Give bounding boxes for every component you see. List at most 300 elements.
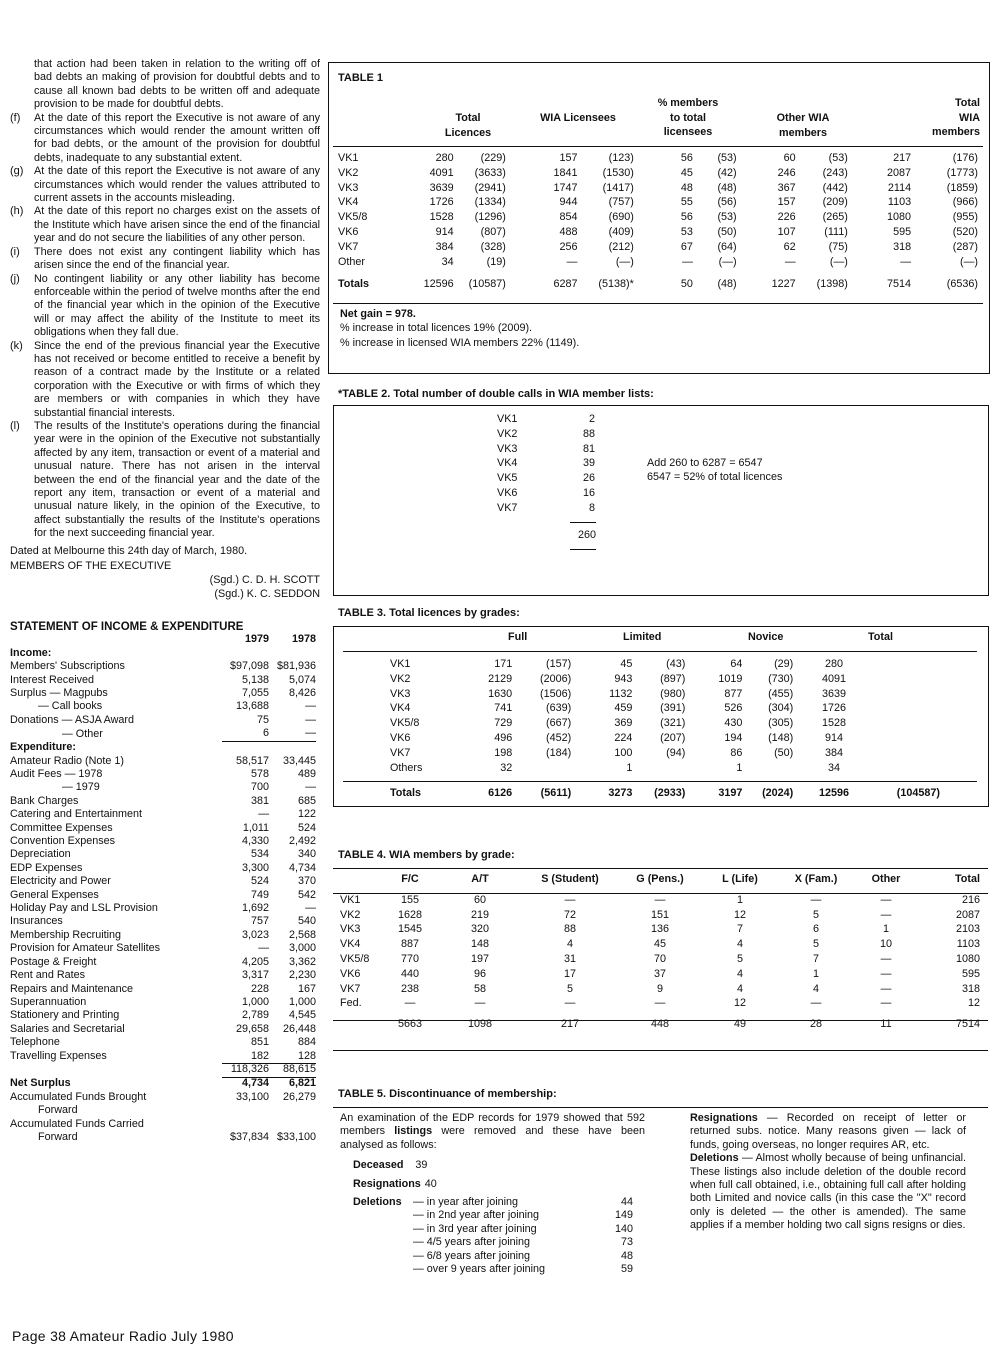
t1-h-licences: Licences <box>444 126 492 139</box>
item-label: (l) <box>10 419 20 432</box>
statement-label: Amateur Radio (Note 1) <box>10 754 125 767</box>
statement-label: Convention Expenses <box>10 835 116 848</box>
t1-cell: 107 <box>777 225 796 238</box>
t2-call: VK5 <box>497 472 518 485</box>
t3-cell: 6126 <box>488 787 513 799</box>
statement-label: Committee Expenses <box>10 821 113 834</box>
t4-row <box>340 922 980 937</box>
t1-cell: 2087 <box>887 166 912 179</box>
t1-total-cell: (1398) <box>816 278 848 291</box>
report-items <box>10 112 320 541</box>
statement-row <box>10 1009 316 1022</box>
t1-total-cell: 6287 <box>553 278 578 291</box>
t3-cell: (207) <box>660 731 686 744</box>
statement-row <box>10 1050 316 1064</box>
statement-1979 <box>222 1104 269 1117</box>
statement-1978: 5,074 <box>288 673 316 686</box>
t1-cell: 1841 <box>553 166 578 179</box>
statement-table <box>10 633 316 1144</box>
t4-header-cell: L (Life) <box>722 873 758 885</box>
t3-cell: (1506) <box>540 687 572 700</box>
table2-sum-rule2 <box>570 549 596 550</box>
statement-label: Repairs and Maintenance <box>10 982 134 995</box>
t4-cell: 151 <box>650 908 669 921</box>
statement-row <box>10 781 316 794</box>
intro-paragraph: that action had been taken in relation to the writing off of bad debts an making of provision for doubtful debts and to cause all known bad debts to be written off and adequate provision to be made for doubtful debts. <box>34 58 320 111</box>
net-surplus-row <box>10 1077 316 1090</box>
t1-cell: VK4 <box>338 196 359 209</box>
t1-cell: VK5/8 <box>338 211 368 224</box>
t5-res-label: Resignations <box>353 1178 421 1190</box>
t4-cell: 197 <box>470 952 489 965</box>
t4-total-cell: 49 <box>733 1018 746 1031</box>
t1-cell: 256 <box>559 240 578 253</box>
t4-cell: 148 <box>470 938 489 951</box>
t3-cell: (2933) <box>654 787 686 799</box>
t2-row <box>497 486 595 501</box>
report-item <box>10 273 320 340</box>
t1-cell: (53) <box>828 152 848 164</box>
t3-cell: 3273 <box>608 787 633 799</box>
t3-cell: VK6 <box>390 731 411 744</box>
t4-cell: 320 <box>470 923 489 936</box>
statement-label: EDP Expenses <box>10 861 83 874</box>
t1-cell: VK6 <box>338 225 359 238</box>
t4-cell: — <box>880 893 892 906</box>
t1-cell: (409) <box>608 225 634 238</box>
t1-h-twm2: WIA <box>959 111 980 124</box>
statement-row <box>10 875 316 888</box>
t4-header-cell: X (Fam.) <box>794 873 838 885</box>
statement-1978: 3,000 <box>288 942 316 955</box>
statement-row <box>10 835 316 848</box>
statement-1979: 534 <box>251 848 270 861</box>
t4-header-cell: Total <box>955 873 980 885</box>
statement-1979: 851 <box>251 1036 270 1049</box>
t1-cell: (1859) <box>946 181 978 194</box>
t1-cell: 1726 <box>429 196 454 209</box>
t3-h-limited: Limited <box>623 631 662 643</box>
t1-cell: (520) <box>952 225 978 238</box>
t1-cell: VK2 <box>338 166 359 179</box>
t4-cell: — <box>880 997 892 1010</box>
t4-cell: 595 <box>961 967 980 980</box>
t3-cell: 1132 <box>609 687 633 700</box>
t5-deletion-val: 48 <box>620 1249 633 1262</box>
statement-1979: 2,789 <box>242 1009 270 1022</box>
t1-cell: 944 <box>559 196 578 209</box>
t4-cell: 770 <box>400 952 419 965</box>
t3-row <box>390 731 940 746</box>
item-text: The results of the Institute's operations during the financial year were in the opinion of the Executive not substantially affected by any item, transaction or event of a material and unusual nature. There has not arisen in the interval between the end of the financial year and the date of the report any item, transaction or event of a material and unusual nature likely, in the opinion of the Executive, to affect substantially the results of the Institute's operations for the next succeeding financial year. <box>34 419 320 540</box>
t2-call: VK7 <box>497 501 518 514</box>
pct-increase-licences: % increase in total licences 19% (2009). <box>340 322 533 334</box>
item-text: No contingent liability or any other liability has become enforceable within the period of twelve months after the end of the financial year which in the opinion of the Executive will or may affect the ability of the Institute to meet its obligations when they fall due. <box>34 272 320 339</box>
t4-cell: 1080 <box>955 952 980 965</box>
t1-cell: (19) <box>486 255 506 268</box>
t3-cell: Others <box>390 761 423 774</box>
t5-deceased <box>353 1159 427 1171</box>
t2-call: VK3 <box>497 442 518 455</box>
statement-1979: 75 <box>257 713 270 726</box>
t1-total-cell: Totals <box>338 278 369 291</box>
t1-row <box>338 225 978 240</box>
t4-header-cell: Other <box>871 873 901 885</box>
table5-intro <box>340 1112 645 1152</box>
t3-cell: VK7 <box>390 746 411 759</box>
t1-h-total: Total <box>455 112 481 124</box>
t1-cell: (229) <box>480 152 506 164</box>
t1-h-twm3: members <box>931 126 980 138</box>
statement-1979: 6 <box>222 727 269 741</box>
statement-1978: 3,362 <box>288 955 316 968</box>
t1-cell: 217 <box>893 152 912 164</box>
t3-h-full: Full <box>508 631 528 643</box>
t4-cell: 1 <box>882 923 889 936</box>
t4-cell: 219 <box>470 908 489 921</box>
report-item <box>10 112 320 166</box>
t1-cell: (48) <box>717 181 737 194</box>
t1-cell: (690) <box>608 211 634 224</box>
t3-row <box>390 761 940 776</box>
statement-title: STATEMENT OF INCOME & EXPENDITURE <box>10 621 244 634</box>
t3-cell: (2006) <box>540 672 572 685</box>
t3-cell: (2024) <box>762 787 794 799</box>
report-item <box>10 340 320 420</box>
statement-row <box>10 956 316 969</box>
statement-1978: 26,279 <box>282 1090 316 1103</box>
table3-header-rule <box>343 651 977 652</box>
t2-count: 2 <box>588 413 595 425</box>
t4-cell: 136 <box>650 923 669 936</box>
t1-cell: 56 <box>680 152 693 164</box>
t4-cell: VK2 <box>340 908 361 921</box>
t5-deletion-row <box>413 1223 633 1236</box>
t3-cell: 3197 <box>718 787 743 799</box>
t3-cell: 1 <box>626 761 633 774</box>
t3-cell <box>875 701 940 716</box>
t1-cell: (—) <box>960 255 978 268</box>
t1-cell: (1334) <box>474 196 506 209</box>
t2-count: 8 <box>588 501 595 514</box>
statement-label: Interest Received <box>10 673 95 686</box>
t1-cell: (1773) <box>946 166 978 179</box>
t1-total-cell: 1227 <box>771 278 796 291</box>
t4-cell: 1 <box>812 967 819 980</box>
t3-cell: 45 <box>620 658 633 670</box>
t4-cell: 88 <box>563 923 576 936</box>
item-label: (f) <box>10 111 21 124</box>
t1-row <box>338 255 978 270</box>
t1-row <box>338 166 978 181</box>
statement-1978: 128 <box>269 1050 316 1064</box>
t5-deletion-val: 59 <box>620 1263 633 1276</box>
statement-label: Rent and Rates <box>10 969 86 982</box>
table2-note1: Add 260 to 6287 = 6547 <box>647 457 763 469</box>
statement-1978: 88,615 <box>269 1063 316 1077</box>
t3-cell: VK2 <box>390 672 411 685</box>
t4-cell: 2087 <box>955 908 980 921</box>
t2-call: VK2 <box>497 427 518 440</box>
item-text: At the date of this report the Executive is not aware of any circumstances which would render the values attributed to current assets in the accounts misleading. <box>34 165 320 205</box>
table1-header-rule <box>333 146 983 147</box>
report-item <box>10 420 320 541</box>
table2-box <box>333 405 989 596</box>
t3-cell: 914 <box>825 731 844 744</box>
t4-cell: — <box>880 982 892 995</box>
left-column <box>10 58 320 1144</box>
t4-cell: 6 <box>812 923 819 936</box>
t2-count: 81 <box>582 442 595 455</box>
t1-h-pct: % members <box>657 97 719 109</box>
t1-cell: 157 <box>777 196 796 209</box>
statement-row <box>10 727 316 741</box>
t5-deletion-row <box>413 1236 633 1249</box>
statement-1978: 489 <box>297 768 316 780</box>
t3-cell: (452) <box>546 731 572 744</box>
t3-cell: 526 <box>724 702 743 715</box>
acc-funds-bf-row <box>10 1091 316 1104</box>
t3-cell: (305) <box>768 717 794 730</box>
t3-cell: 1630 <box>488 687 513 700</box>
statement-row <box>10 915 316 928</box>
statement-1979: $97,098 <box>230 660 270 673</box>
t4-row <box>340 893 980 908</box>
t5-deletion-label: — in year after joining <box>413 1196 519 1208</box>
statement-label: General Expenses <box>10 888 99 901</box>
statement-label: Provision for Amateur Satellites <box>10 942 161 955</box>
t3-cell: 384 <box>825 746 844 759</box>
t3-cell: 496 <box>494 731 513 744</box>
table4-total-rule <box>333 1020 988 1021</box>
statement-1978: 6,821 <box>288 1077 316 1090</box>
expenditure-heading <box>10 741 316 754</box>
t4-cell: 1 <box>736 893 743 906</box>
t4-cell: 58 <box>473 982 486 995</box>
table3-total-rule <box>343 781 977 782</box>
t1-cell: (1296) <box>474 211 506 224</box>
t4-cell: 5 <box>812 938 819 951</box>
t5-res-text: — Recorded on receipt of letter or returned subs. notice. Many reasons given — lack of funds, going overseas, no longer requires AR, etc. <box>690 1112 966 1151</box>
t2-call: VK4 <box>497 457 518 470</box>
dated-line: Dated at Melbourne this 24th day of March, 1980. <box>10 544 248 557</box>
statement-1979: 3,317 <box>242 969 270 982</box>
t1-cell: (955) <box>952 211 978 224</box>
t1-cell: (64) <box>717 240 737 253</box>
t3-cell: 729 <box>494 717 513 730</box>
t5-deletion-label: — in 2nd year after joining <box>413 1209 540 1222</box>
t4-cell: 70 <box>653 952 666 965</box>
t1-cell: (807) <box>480 225 506 238</box>
statement-1978: 122 <box>297 808 316 821</box>
table2-body <box>497 412 595 516</box>
t4-cell: 216 <box>961 893 980 906</box>
t5-deletion-val: 149 <box>614 1209 633 1222</box>
statement-1979: 757 <box>251 915 270 928</box>
t3-row <box>390 687 940 702</box>
t4-cell: 60 <box>473 893 486 906</box>
t1-cell: (3633) <box>474 166 506 179</box>
t1-cell: 280 <box>435 152 454 164</box>
statement-1978 <box>269 1118 316 1131</box>
t5-del-note <box>690 1152 966 1232</box>
t3-cell <box>742 761 793 776</box>
statement-label: Travelling Expenses <box>10 1049 107 1062</box>
t3-row <box>390 716 940 731</box>
t3-cell <box>875 716 940 731</box>
t3-cell: (148) <box>768 731 794 744</box>
t4-cell: — <box>654 893 666 906</box>
t3-row <box>390 701 940 716</box>
t1-h-wia: WIA Licensees <box>540 112 616 124</box>
t5-deceased-label: Deceased <box>353 1159 404 1171</box>
t1-total-cell: (10587) <box>468 278 506 291</box>
income-heading <box>10 647 316 660</box>
t4-cell: — <box>564 997 576 1010</box>
t3-cell: (639) <box>546 702 572 715</box>
t4-header-cell: S (Student) <box>541 873 599 885</box>
table4-body <box>340 872 980 1032</box>
statement-1979: — <box>258 808 270 821</box>
t3-cell: 741 <box>494 702 513 715</box>
statement-1979: 33,100 <box>236 1090 270 1103</box>
t5-deletion-label: — over 9 years after joining <box>413 1263 546 1276</box>
statement-1978: 370 <box>297 875 316 888</box>
t1-cell: (2941) <box>474 181 506 194</box>
statement-1978: 685 <box>297 794 316 807</box>
t5-res-note <box>690 1112 966 1152</box>
t2-count: 26 <box>582 472 595 485</box>
t4-cell: 238 <box>400 982 419 995</box>
statement-row <box>10 942 316 955</box>
t3-cell: Totals <box>390 787 421 799</box>
statement-label: Accumulated Funds Brought <box>10 1090 147 1103</box>
t1-cell: 60 <box>783 152 796 164</box>
t2-row <box>497 471 595 486</box>
t4-cell: 1628 <box>397 908 423 921</box>
t3-cell <box>875 672 940 687</box>
t5-del-text: — Almost wholly because of being unfinancial. These listings also include deletion of the double record when full call obtained, i.e., obtaining full call after holding both Limited and novice calls (in this case the "X" record only is deleted — the other is amended). The same applies if a member holding two call signs resigns or dies. <box>690 1152 966 1232</box>
t1-cell: (50) <box>717 225 737 238</box>
statement-1978: 542 <box>297 888 316 901</box>
t3-cell <box>632 761 685 776</box>
t4-cell: 4 <box>566 938 573 951</box>
t3-cell: (730) <box>768 672 794 685</box>
t3-cell: (29) <box>774 658 794 670</box>
statement-label: Expenditure: <box>10 741 76 754</box>
statement-1978: 4,734 <box>288 861 316 874</box>
t1-cell: (56) <box>717 196 737 209</box>
t1-cell: 226 <box>777 211 796 224</box>
t4-header-cell: G (Pens.) <box>636 873 684 885</box>
t1-cell: 45 <box>680 166 693 179</box>
table4-title: TABLE 4. WIA members by grade: <box>338 849 515 861</box>
t3-cell: (304) <box>768 702 794 715</box>
t2-row <box>497 427 595 442</box>
t1-cell: (287) <box>952 240 978 253</box>
statement-1978: 340 <box>297 848 316 861</box>
t3-cell: (43) <box>666 658 686 670</box>
t1-cell: VK7 <box>338 240 359 253</box>
t3-cell: 1 <box>736 761 743 774</box>
t4-cell: 4 <box>736 938 743 951</box>
t2-count: 88 <box>582 427 595 440</box>
t4-cell: 12 <box>733 997 746 1010</box>
statement-label: — Other <box>62 727 103 740</box>
t1-cell: (42) <box>717 166 737 179</box>
t4-cell: 887 <box>400 938 419 951</box>
t4-cell: VK3 <box>340 923 361 936</box>
table1-body <box>338 151 978 292</box>
statement-1979: 524 <box>251 875 270 888</box>
statement-1978: 2,230 <box>288 969 316 982</box>
item-text: At the date of this report no charges exist on the assets of the Institute which have arisen since the end of the financial year and do not secure the liabilities of any other person. <box>34 205 320 245</box>
t5-del-head: Deletions <box>690 1152 739 1165</box>
t3-cell: (897) <box>660 672 686 685</box>
t2-row <box>497 412 595 427</box>
statement-label <box>10 1063 222 1077</box>
forward-row-2 <box>10 1131 316 1144</box>
t4-cell: — <box>564 893 576 906</box>
statement-1979: 4,205 <box>242 955 270 968</box>
t4-cell: 155 <box>400 893 419 906</box>
t1-h-other2: members <box>778 126 827 139</box>
statement-row <box>10 969 316 982</box>
statement-1979: 5,138 <box>242 673 270 686</box>
pct-increase-members: % increase in licensed WIA members 22% (1149). <box>340 337 580 349</box>
statement-label: Accumulated Funds Carried <box>10 1117 144 1130</box>
t1-cell: 3639 <box>429 181 454 194</box>
t1-cell: (243) <box>822 166 848 179</box>
item-label: (g) <box>10 165 24 178</box>
statement-row <box>10 755 316 768</box>
statement-1978: — <box>305 781 316 794</box>
t5-deletions-label: Deletions <box>353 1196 402 1208</box>
t4-cell: — <box>474 997 486 1010</box>
table1-header <box>338 96 980 142</box>
t3-cell: 1528 <box>822 717 847 730</box>
t5-deletion-val: 140 <box>614 1222 633 1235</box>
statement-label <box>10 633 222 646</box>
t1-total-cell: (48) <box>717 278 737 291</box>
t1-gap <box>338 269 978 277</box>
t3-cell: VK5/8 <box>390 717 420 730</box>
statement-1979: 3,300 <box>242 861 270 874</box>
t1-cell: (966) <box>952 196 978 209</box>
table1 <box>338 96 980 142</box>
t3-cell: 32 <box>500 761 513 774</box>
table2-note2: 6547 = 52% of total licences <box>647 471 783 483</box>
t3-cell: 12596 <box>819 787 850 799</box>
statement-row <box>10 822 316 835</box>
statement-1978: — <box>305 713 316 726</box>
t1-cell: (1417) <box>602 181 634 194</box>
t2-row <box>497 501 595 516</box>
t1-cell: — <box>682 255 693 268</box>
statement-row <box>10 795 316 808</box>
t1-cell: VK3 <box>338 181 359 194</box>
t1-cell: — <box>566 255 578 268</box>
statement-1978 <box>269 647 316 660</box>
t1-cell: — <box>900 255 912 268</box>
t1-cell: 55 <box>680 196 693 209</box>
t4-cell: VK1 <box>340 893 361 906</box>
t3-cell: (157) <box>546 658 572 670</box>
t3-cell <box>875 731 940 746</box>
t1-cell: (—) <box>615 255 634 268</box>
t5-deletion-val: 44 <box>620 1196 633 1208</box>
t4-cell: Fed. <box>340 997 362 1010</box>
